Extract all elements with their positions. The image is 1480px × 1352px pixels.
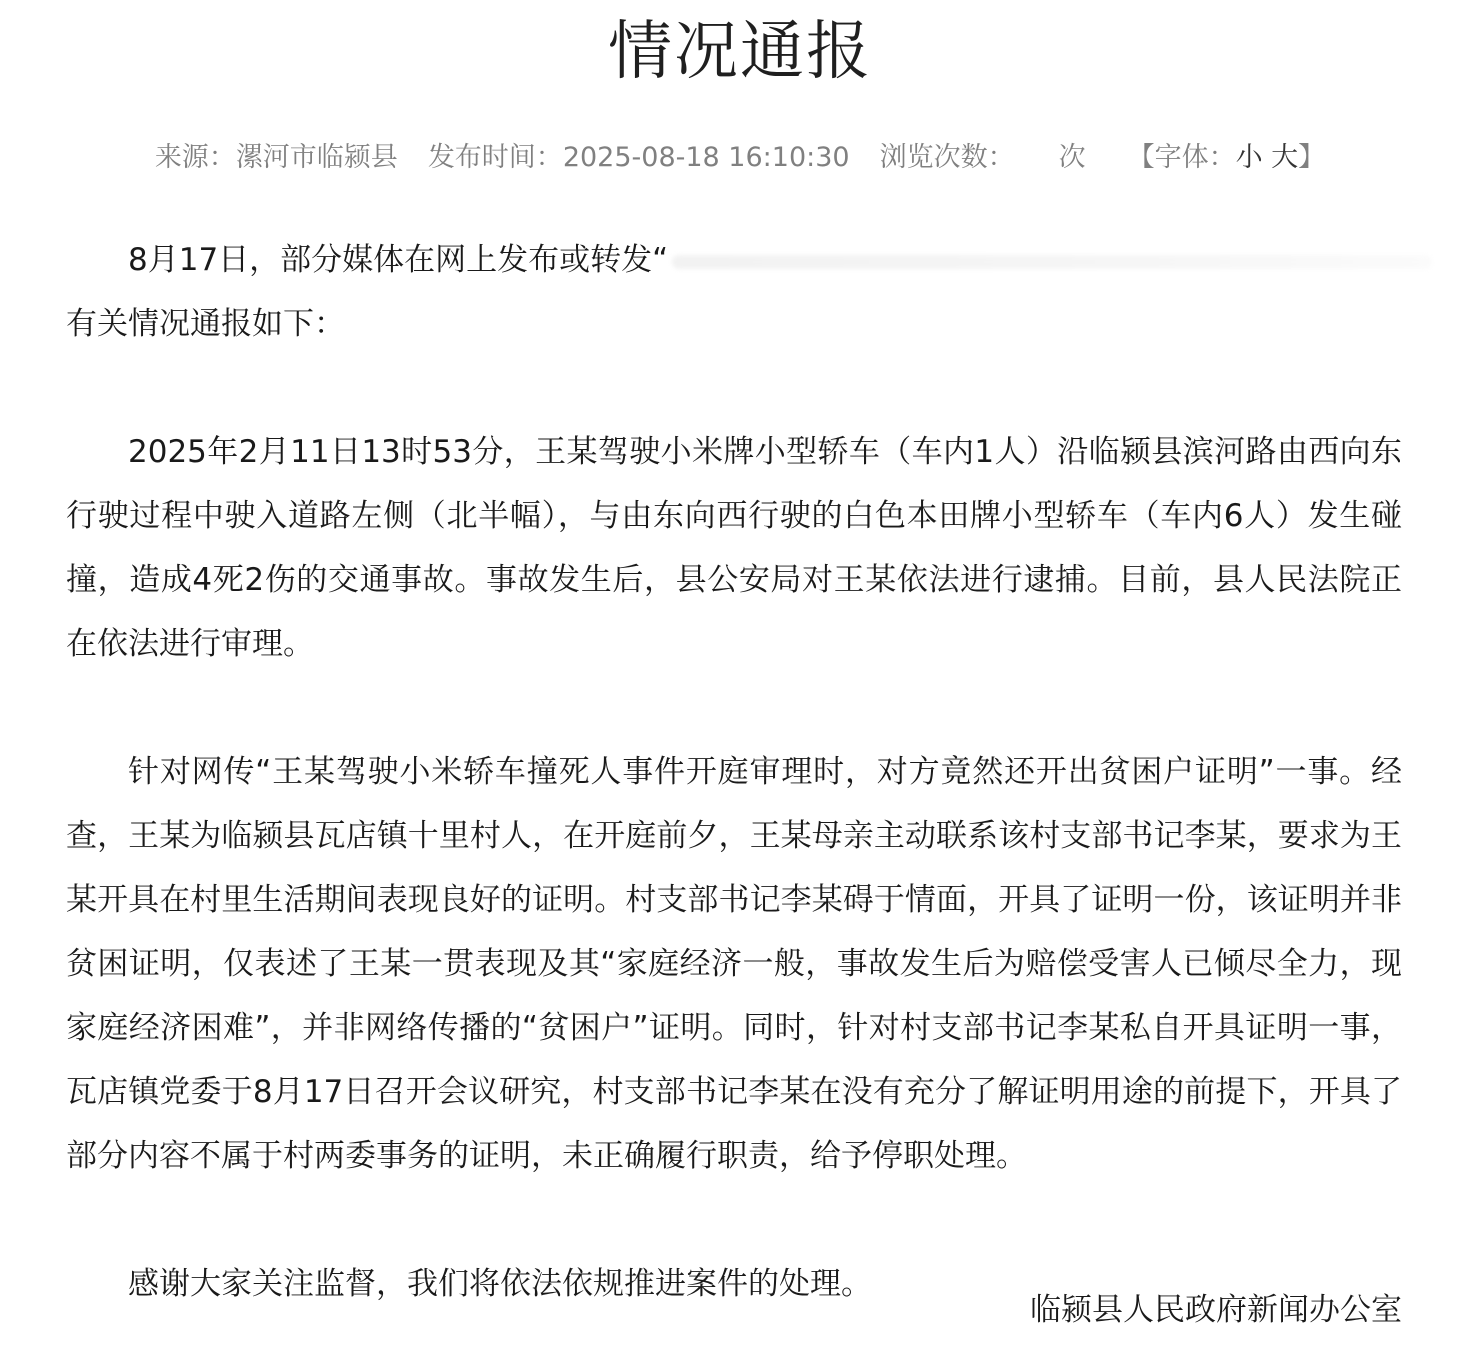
paragraph-intro-text: 8月17日，部分媒体在网上发布或转发“ [128,242,669,278]
paragraph-investigation: 针对网传“王某驾驶小米轿车撞死人事件开庭审理时，对方竟然还开出贫困户证明”一事。经查，王某为临颍县瓦店镇十里村人，在开庭前夕，王某母亲主动联系该村支部书记李某，要求为王某开具在村里生活期间表现良好的证明。村支部书记李某碍于情面，开具了证明一份，该证明并非贫困证明，仅表述了王某一贯表现及其“家庭经济一般，事故发生后为赔偿受害人已倾尽全力，现家庭经济困难”，并非网络传播的“贫困户”证明。同时，针对村支部书记李某私自开具证明一事，瓦店镇党委于8月17日召开会议研究，村支部书记李某在没有充分了解证明用途的前提下，开具了部分内容不属于村两委事务的证明，未正确履行职责，给予停职处理。 [66,754,1402,1174]
publish-time-value: 2025-08-18 16:10:30 [562,142,850,173]
source-value: 漯河市临颍县 [235,142,398,173]
publish-time-label: 发布时间： [427,142,563,173]
article-body [66,228,1402,1316]
font-size-control-open: 【字体： [1127,142,1236,173]
paragraph-intro-continued: 有关情况通报如下： [66,306,345,342]
redacted-text-blur [672,255,1432,269]
paragraph-accident: 2025年2月11日13时53分，王某驾驶小米牌小型轿车（车内1人）沿临颍县滨河路由西向东行驶过程中驶入道路左侧（北半幅），与由东向西行驶的白色本田牌小型轿车（车内6人）发生碰撞，造成4死2伤的交通事故。事故发生后，县公安局对王某依法进行逮捕。目前，县人民法院正在依法进行审理。 [66,434,1402,662]
issuer-signature: 临颍县人民政府新闻办公室 [1030,1292,1402,1328]
paragraph-intro [66,228,1402,292]
source-label: 来源： [154,142,236,173]
font-small-button[interactable]: 小 [1235,142,1263,173]
page-title: 情况通报 [608,15,872,89]
article-meta [0,138,1480,178]
view-count-unit: 次 [1058,142,1086,173]
font-size-control-close: 】 [1298,142,1326,173]
font-large-button[interactable]: 大 [1271,142,1299,173]
paragraph-closing: 感谢大家关注监督，我们将依法依规推进案件的处理。 [128,1266,872,1302]
view-count-label: 浏览次数： [879,142,1015,173]
